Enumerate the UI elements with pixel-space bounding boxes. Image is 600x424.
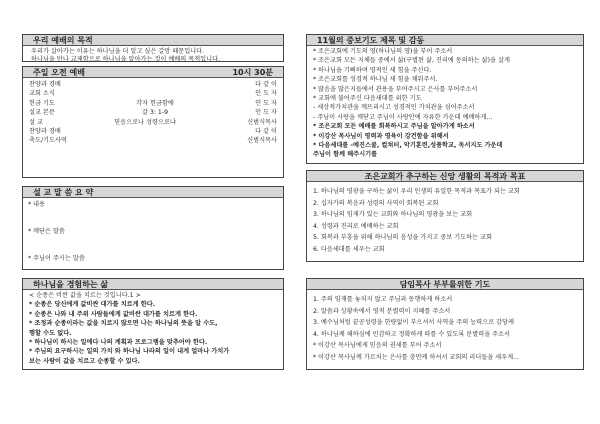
- prayer-line: * 하나님을 기뻐하며 영적인 새 힘을 주신다.: [313, 66, 432, 74]
- experience-line: * 순종은 나와 내 주위 사람들에게 값비싼 대가를 치르게 한다.: [29, 310, 198, 318]
- pastor-prayer-line: 2. 말씀과 상황속에서 영적 분별력이 지혜를 주소서: [313, 307, 451, 315]
- goal-line: 6. 다음세대를 세우는 교회: [313, 245, 385, 253]
- worship-header: [23, 67, 283, 78]
- prayer-line: - 세상적가치관을 깨뜨리시고 성경적인 가치관을 심어주소서: [313, 104, 475, 112]
- experience-section: [22, 278, 284, 370]
- prayer-title: 11월의 중보기도 제목 및 감동: [307, 35, 583, 46]
- worship-order-row: 설교 본문 갈 3: 1-9 인 도 자: [29, 109, 277, 117]
- worship-order-section: [22, 66, 284, 178]
- pastor-prayer-line: 1. 주의 임재를 놓치지 않고 주님과 동행하게 하소서: [313, 296, 453, 303]
- goal-line: 2. 십자가의 복음과 성령의 사역이 회복된 교회: [313, 199, 439, 207]
- pastor-prayer-section: [306, 278, 584, 370]
- experience-title: 하나님을 경험하는 삶: [23, 279, 283, 290]
- worship-order-row: 교회 소식 인 도 자: [29, 90, 277, 98]
- prayer-line: * 조은교회에 기도의 영(하나님의 영)을 부어 주소서: [313, 48, 453, 55]
- sermon-title: 설 교 말 씀 요 약: [23, 187, 283, 198]
- experience-line: 보는 사람이 값을 치르고 순종할 수 있다.: [29, 357, 140, 365]
- goal-line: 1. 하나님의 영광을 구하는 삶이 우리 인생의 유일한 목적과 목표가 되는 교회: [313, 188, 520, 195]
- prayer-line: * 다음세대를 -예진스쿨, 컬쳐터, 악기훈련,성품학교, 독서지도 가운데: [313, 142, 503, 150]
- pastor-prayer-line: * 이강산 목사님께 가르치는 은사를 충만케 하셔서 교회의 리더들을 세우게...: [313, 353, 520, 361]
- goal-line: 4. 성령과 진리로 예배하는 교회: [313, 222, 399, 230]
- experience-subtitle: < 순종은 비싼 값을 치르는 것입니다.1 >: [29, 292, 141, 299]
- pastor-prayer-line: * 이강산 목사님에게 믿음의 권세를 부어 주소서: [313, 342, 442, 349]
- sermon-item: * 내용: [28, 201, 46, 208]
- church-goals-section: [306, 170, 584, 262]
- worship-order-row: 설 교 믿음으로나 성령으로냐 신범식목사: [29, 118, 277, 126]
- prayer-line: * 조은교회 모든 예배를 회복하시고 주님을 알아가게 하소서: [313, 123, 475, 131]
- purpose-line: 하나님을 만나 교제함으로 하나님을 알아가는 것이 예배의 목적입니다.: [31, 56, 221, 64]
- purpose-line: 우리가 살아가는 이유는 하나님을 더 알고 싶은 갈망 때문입니다.: [31, 48, 205, 55]
- prayer-line: * 교회에 불어주신 다음세대를 위한 기도: [313, 95, 422, 103]
- goal-line: 3. 하나님의 임재가 있는 교회와 하나님의 영광을 보는 교회: [313, 211, 473, 218]
- worship-time: 10시 30분: [232, 68, 273, 77]
- experience-line: * 주님의 요구하시는 일의 가치 와 하나님 나라의 일이 내게 얼마나 가치가: [29, 348, 230, 356]
- prayer-line: * 조은교회 모든 지체들 중에서 삶(구별된 삶, 진리에 동의하는 삶)을 살게: [313, 57, 510, 65]
- purpose-section: [22, 34, 284, 62]
- prayer-line: 주님이 함께 해주시기를: [313, 151, 378, 159]
- prayer-line: * 많음을 많은지들에서 관용을 부어주시고 은사를 부어주소서: [313, 85, 478, 93]
- experience-line: * 순종은 당신에게 값비싼 대가를 치르게 한다.: [29, 301, 156, 309]
- goals-title: 조은교회가 추구하는 신앙 생활의 목적과 목표: [307, 171, 583, 182]
- worship-order-row: 찬양과 경배 다 같 이: [29, 128, 277, 136]
- experience-line: * 조정과 순종이라는 값을 치르지 않으면 나는 하나님의 뜻을 알 수도,: [29, 320, 218, 328]
- purpose-title: 우리 예배의 목적: [23, 35, 283, 46]
- sermon-item: * 깨닫은 말씀: [28, 228, 65, 235]
- pastor-prayer-title: 담임목사 부부를위한 기도: [307, 279, 583, 290]
- prayer-topics-section: [306, 34, 584, 164]
- worship-order-row: 축도/기도사역 신범식목사: [29, 137, 277, 145]
- prayer-line: - 주님이 사랑을 깨닫고 주님이 사랑안에 자유한 가운데 예배하게...: [313, 113, 493, 121]
- experience-line: 행할 수도 없다.: [29, 329, 72, 337]
- sermon-summary-section: [22, 186, 284, 270]
- experience-line: * 하나님이 하시는 일에다 나의 계획과 프로그램을 맞추어야 한다.: [29, 339, 208, 347]
- prayer-line: * 조은교회를 성경적 하나님 새 힘을 채워주서.: [313, 76, 438, 84]
- pastor-prayer-line: 4. 하나님께 해하심에 민감하고 정확하게 따를 수 있도록 분별력을 주소서: [313, 330, 510, 338]
- worship-order-row: 헌금 기도 각자 헌금함에 인 도 자: [29, 99, 277, 107]
- worship-title: 주일 오전 예배: [33, 68, 85, 77]
- goal-line: 5. 회복과 부흥을 위해 하나님의 음성을 가지고 중보 기도하는 교회: [313, 234, 493, 241]
- sermon-item: * 주님이 주시는 말씀: [28, 255, 85, 262]
- prayer-line: * 이강산 목사님이 영력과 영육이 강건함을 위해서: [313, 132, 449, 140]
- worship-order-row: 찬양과 경배 다 같 이: [29, 81, 277, 88]
- pastor-prayer-line: 3. 예수님처럼 끝공성령을 한량없이 부으셔서 사역을 주의 능력으로 감당케: [313, 319, 514, 326]
